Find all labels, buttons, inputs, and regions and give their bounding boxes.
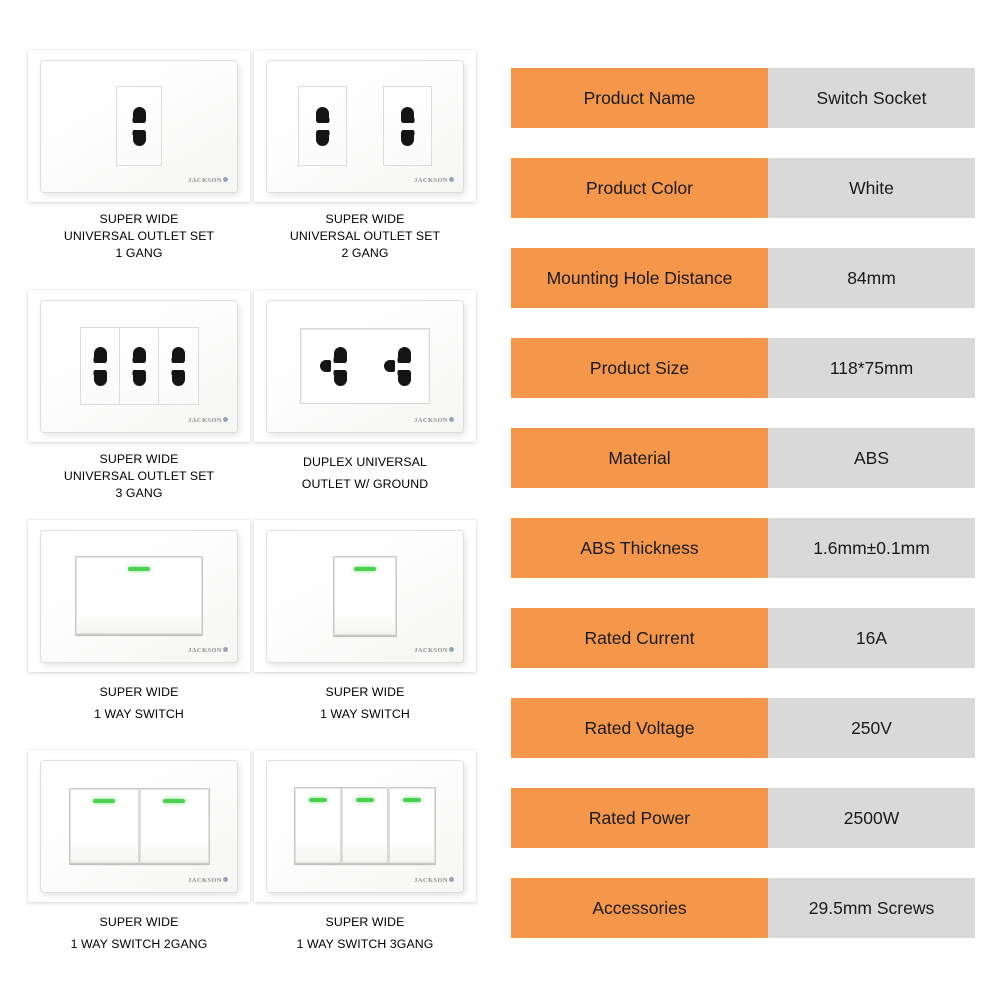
socket-hole-lower (316, 131, 329, 146)
brand-name: JACKSON (414, 176, 448, 184)
table-row (511, 428, 975, 488)
product-caption-line: SUPER WIDE (99, 452, 179, 466)
brand-logo (414, 417, 454, 424)
product-card-universal-outlet-2-gang[interactable] (254, 50, 476, 262)
product-caption-line: 3 GANG (115, 486, 163, 500)
spec-value-cell: White (768, 158, 975, 218)
brand-name: JACKSON (414, 416, 448, 424)
table-row-spacer (511, 578, 975, 608)
brand-mark-icon (223, 177, 228, 182)
switch-led-indicator (309, 798, 327, 802)
rocker-switch[interactable] (139, 789, 209, 864)
spec-key-cell: Mounting Hole Distance (511, 248, 768, 308)
spec-key-cell: Rated Voltage (511, 698, 768, 758)
outlet-module[interactable] (120, 328, 159, 404)
brand-name: JACKSON (188, 876, 222, 884)
socket-hole-upper (94, 347, 107, 362)
outlet-module-bank (117, 87, 161, 165)
product-caption-line: 1 WAY SWITCH 2GANG (70, 937, 208, 951)
table-row (511, 878, 975, 938)
table-row-spacer (511, 128, 975, 158)
spacer-right (768, 668, 975, 698)
brand-mark-icon (223, 877, 228, 882)
product-image-universal-outlet-2-gang[interactable] (254, 50, 476, 202)
brand-mark-icon (449, 647, 454, 652)
rocker-switch[interactable] (70, 789, 139, 864)
product-caption-line: 1 WAY SWITCH 3GANG (296, 937, 434, 951)
product-caption-line: DUPLEX UNIVERSAL (303, 455, 427, 469)
socket-hole-upper (172, 347, 185, 362)
product-caption-line: 2 GANG (341, 246, 389, 260)
spacer-left (511, 398, 768, 428)
switch-bank (334, 557, 396, 636)
product-image-universal-outlet-3-gang[interactable] (28, 290, 250, 442)
spec-value-cell: 84mm (768, 248, 975, 308)
table-row-spacer (511, 668, 975, 698)
product-caption-line: SUPER WIDE (99, 915, 179, 929)
table-row (511, 158, 975, 218)
spacer-right (768, 758, 975, 788)
product-caption-line: SUPER WIDE (99, 212, 179, 226)
switch-bank (70, 789, 209, 864)
outlet-module[interactable] (117, 87, 161, 165)
spec-value-cell: 16A (768, 608, 975, 668)
spacer-right (768, 218, 975, 248)
product-caption (254, 911, 476, 955)
socket-hole-upper (133, 107, 146, 122)
product-caption-line: 1 GANG (115, 246, 163, 260)
table-row-spacer (511, 488, 975, 518)
spec-key-cell: Product Name (511, 68, 768, 128)
brand-logo (188, 647, 228, 654)
spec-key-cell: Rated Power (511, 788, 768, 848)
product-image-one-way-switch-wide[interactable] (28, 520, 250, 672)
spec-value-cell: 1.6mm±0.1mm (768, 518, 975, 578)
spec-key-cell: Rated Current (511, 608, 768, 668)
brand-name: JACKSON (414, 646, 448, 654)
brand-mark-icon (449, 877, 454, 882)
switch-bank (295, 788, 435, 864)
brand-logo (188, 417, 228, 424)
spec-value-cell: 118*75mm (768, 338, 975, 398)
socket-hole-lower (133, 371, 146, 386)
rocker-switch[interactable] (295, 788, 341, 864)
spacer-left (511, 218, 768, 248)
spacer-right (768, 578, 975, 608)
table-row-spacer (511, 218, 975, 248)
faceplate (267, 61, 463, 192)
brand-name: JACKSON (414, 876, 448, 884)
spec-value-cell: ABS (768, 428, 975, 488)
spacer-left (511, 488, 768, 518)
product-card-duplex-universal-outlet-with-ground[interactable] (254, 290, 476, 495)
faceplate (267, 761, 463, 892)
faceplate (41, 61, 237, 192)
spacer-left (511, 308, 768, 338)
faceplate (41, 301, 237, 432)
socket-hole-lower (172, 371, 185, 386)
brand-mark-icon (449, 177, 454, 182)
duplex-socket-group[interactable] (384, 347, 411, 386)
switch-led-indicator (354, 567, 376, 571)
faceplate (41, 761, 237, 892)
spec-key-cell: Accessories (511, 878, 768, 938)
spec-key-cell: Material (511, 428, 768, 488)
spacer-right (768, 488, 975, 518)
spec-key-cell: Product Color (511, 158, 768, 218)
product-card-universal-outlet-3-gang[interactable] (28, 290, 250, 502)
table-row (511, 608, 975, 668)
spec-value-cell: 29.5mm Screws (768, 878, 975, 938)
product-card-universal-outlet-1-gang[interactable] (28, 50, 250, 262)
spacer-right (768, 128, 975, 158)
spacer-left (511, 848, 768, 878)
outlet-module[interactable] (384, 87, 431, 165)
brand-name: JACKSON (188, 416, 222, 424)
switch-led-indicator (163, 799, 185, 803)
outlet-module[interactable] (159, 328, 198, 404)
product-caption-line: SUPER WIDE (99, 685, 179, 699)
switch-led-indicator (93, 799, 115, 803)
product-caption-line: UNIVERSAL OUTLET SET (63, 229, 215, 243)
faceplate (267, 531, 463, 662)
table-row (511, 68, 975, 128)
product-card-one-way-switch-narrow[interactable] (254, 520, 476, 725)
product-caption-line: OUTLET W/ GROUND (301, 477, 429, 491)
socket-hole-lower (401, 131, 414, 146)
brand-logo (414, 877, 454, 884)
rocker-switch[interactable] (334, 557, 396, 636)
rocker-switch[interactable] (341, 788, 388, 864)
switch-led-indicator (128, 567, 150, 571)
specification-table (511, 68, 975, 938)
rocker-switch[interactable] (76, 557, 202, 635)
product-card-one-way-switch-3gang[interactable] (254, 750, 476, 955)
spacer-right (768, 398, 975, 428)
table-row (511, 518, 975, 578)
product-caption-line: SUPER WIDE (325, 685, 405, 699)
product-caption-line: 1 WAY SWITCH (320, 707, 410, 721)
product-card-one-way-switch-2gang[interactable] (28, 750, 250, 955)
socket-hole-upper (398, 347, 411, 362)
faceplate (41, 531, 237, 662)
outlet-module-bank (81, 328, 198, 404)
switch-led-indicator (403, 798, 421, 802)
outlet-module[interactable] (299, 87, 346, 165)
table-row (511, 338, 975, 398)
brand-mark-icon (449, 417, 454, 422)
spacer-right (768, 308, 975, 338)
socket-hole-upper (133, 347, 146, 362)
brand-mark-icon (223, 417, 228, 422)
product-caption (28, 681, 250, 725)
duplex-socket-group[interactable] (320, 347, 347, 386)
duplex-outlet-module[interactable] (301, 329, 429, 403)
product-caption-line: 1 WAY SWITCH (94, 707, 184, 721)
faceplate (267, 301, 463, 432)
ground-pin-hole (320, 360, 331, 372)
brand-name: JACKSON (188, 176, 222, 184)
product-caption (254, 211, 476, 262)
switch-bank (76, 557, 202, 635)
spec-value-cell: 250V (768, 698, 975, 758)
socket-hole-lower (94, 371, 107, 386)
outlet-module-bank (299, 87, 431, 165)
ground-pin-hole (384, 360, 395, 372)
product-image-universal-outlet-1-gang[interactable] (28, 50, 250, 202)
socket-hole-lower (334, 371, 347, 386)
table-row-spacer (511, 308, 975, 338)
product-caption (254, 681, 476, 725)
brand-logo (188, 877, 228, 884)
product-caption-line: UNIVERSAL OUTLET SET (289, 229, 441, 243)
switch-led-indicator (356, 798, 374, 802)
brand-logo (414, 177, 454, 184)
spacer-left (511, 578, 768, 608)
product-caption (254, 451, 476, 495)
socket-hole-upper (334, 347, 347, 362)
socket-hole-upper (401, 107, 414, 122)
spacer-left (511, 758, 768, 788)
table-row (511, 788, 975, 848)
rocker-switch[interactable] (388, 788, 435, 864)
spec-key-cell: Product Size (511, 338, 768, 398)
brand-logo (414, 647, 454, 654)
product-caption-line: SUPER WIDE (325, 212, 405, 226)
spacer-left (511, 668, 768, 698)
product-caption (28, 911, 250, 955)
product-caption-line: UNIVERSAL OUTLET SET (63, 469, 215, 483)
product-caption (28, 451, 250, 502)
socket-hole-lower (133, 131, 146, 146)
product-caption-line: SUPER WIDE (325, 915, 405, 929)
product-image-duplex-universal-outlet-with-ground[interactable] (254, 290, 476, 442)
socket-hole-upper (316, 107, 329, 122)
table-row-spacer (511, 758, 975, 788)
product-image-one-way-switch-3gang[interactable] (254, 750, 476, 902)
table-row-spacer (511, 848, 975, 878)
spec-value-cell: 2500W (768, 788, 975, 848)
product-card-one-way-switch-wide[interactable] (28, 520, 250, 725)
table-row-spacer (511, 398, 975, 428)
outlet-module[interactable] (81, 328, 120, 404)
brand-name: JACKSON (188, 646, 222, 654)
product-image-one-way-switch-2gang[interactable] (28, 750, 250, 902)
product-gallery (28, 50, 488, 970)
product-caption (28, 211, 250, 262)
socket-hole-lower (398, 371, 411, 386)
table-row (511, 698, 975, 758)
table-row (511, 248, 975, 308)
spacer-left (511, 128, 768, 158)
spec-value-cell: Switch Socket (768, 68, 975, 128)
spec-key-cell: ABS Thickness (511, 518, 768, 578)
brand-logo (188, 177, 228, 184)
brand-mark-icon (223, 647, 228, 652)
spacer-right (768, 848, 975, 878)
product-image-one-way-switch-narrow[interactable] (254, 520, 476, 672)
